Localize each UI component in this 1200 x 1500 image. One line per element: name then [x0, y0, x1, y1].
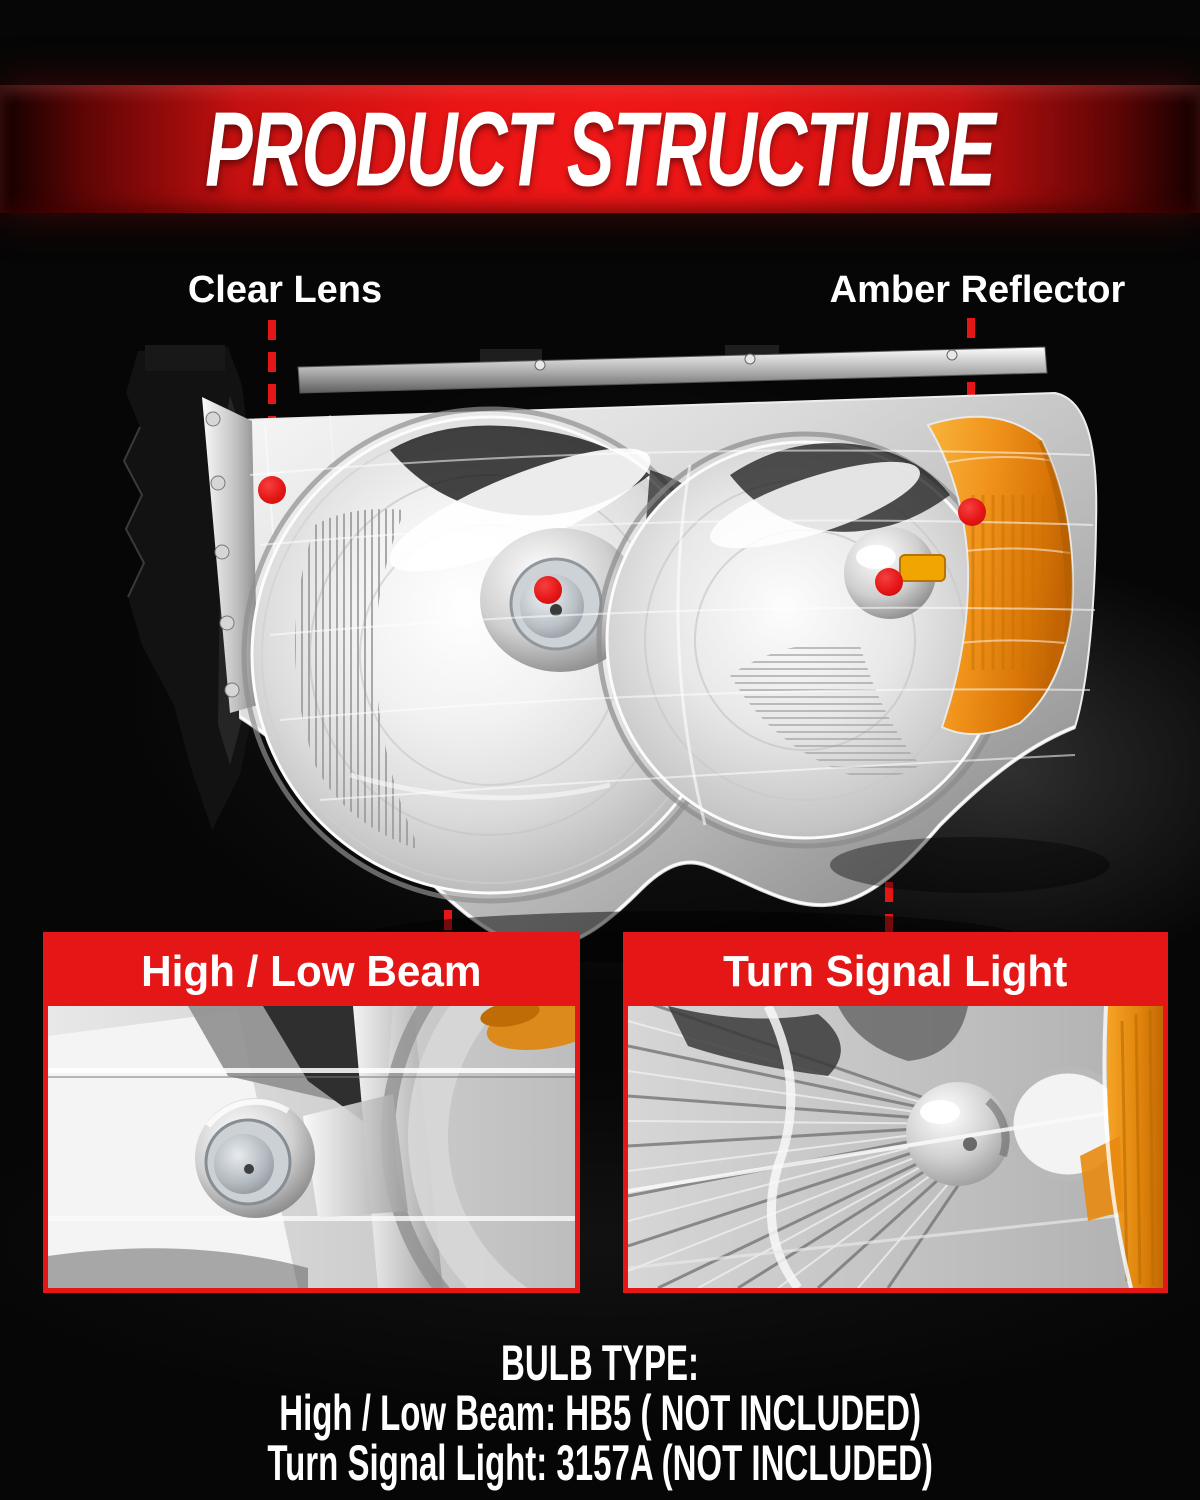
- amber-reflector-label: Amber Reflector: [829, 269, 1126, 311]
- high-low-beam-inset: [43, 932, 580, 1293]
- screw-icon: [206, 412, 220, 426]
- turn-signal-inset-header: [628, 937, 1163, 1006]
- turn-signal-indicator-dot: [875, 568, 903, 596]
- bulb-type-section: [0, 1335, 1200, 1491]
- bulb-type-high-low: [0, 1385, 1200, 1441]
- bulb-type-heading-text: BULB TYPE:: [501, 1335, 699, 1391]
- screw-icon: [220, 616, 234, 630]
- high-low-beam-inset-title: High / Low Beam: [141, 946, 482, 996]
- screw-icon: [947, 350, 957, 360]
- bulb-type-turn-signal-text: Turn Signal Light: 3157A (NOT INCLUDED): [267, 1435, 933, 1491]
- clear-lens-indicator-dot: [258, 476, 286, 504]
- screw-icon: [745, 354, 755, 364]
- headlight-photo: [90, 345, 1120, 965]
- turn-signal-bowl: [599, 434, 1011, 846]
- turn-signal-inset-title: Turn Signal Light: [723, 946, 1068, 996]
- bulb-type-turn-signal: [0, 1435, 1200, 1491]
- top-chrome-strip: [298, 345, 1047, 393]
- bulb-type-heading: [0, 1335, 1200, 1391]
- title-banner: [0, 85, 1200, 213]
- lamp-shadow: [830, 837, 1110, 893]
- bulb-type-high-low-text: High / Low Beam: HB5 ( NOT INCLUDED): [279, 1385, 921, 1441]
- high-low-beam-bulb-closeup: [195, 1098, 315, 1218]
- page-title: PRODUCT STRUCTURE: [205, 89, 995, 208]
- screw-icon: [211, 476, 225, 490]
- turn-signal-closeup-photo: [628, 1006, 1163, 1288]
- turn-signal-bulb-closeup: [906, 1082, 1010, 1186]
- screw-icon: [225, 683, 239, 697]
- clear-lens-label: Clear Lens: [187, 269, 383, 311]
- high-low-beam-inset-header: [48, 937, 575, 1006]
- screw-icon: [215, 545, 229, 559]
- turn-signal-3157a-window: [900, 555, 945, 581]
- amber-reflector-indicator-dot: [958, 498, 986, 526]
- high-low-beam-closeup-photo: [48, 1006, 575, 1288]
- screw-icon: [535, 360, 545, 370]
- high-low-beam-indicator-dot: [534, 576, 562, 604]
- turn-signal-inset: [623, 932, 1168, 1293]
